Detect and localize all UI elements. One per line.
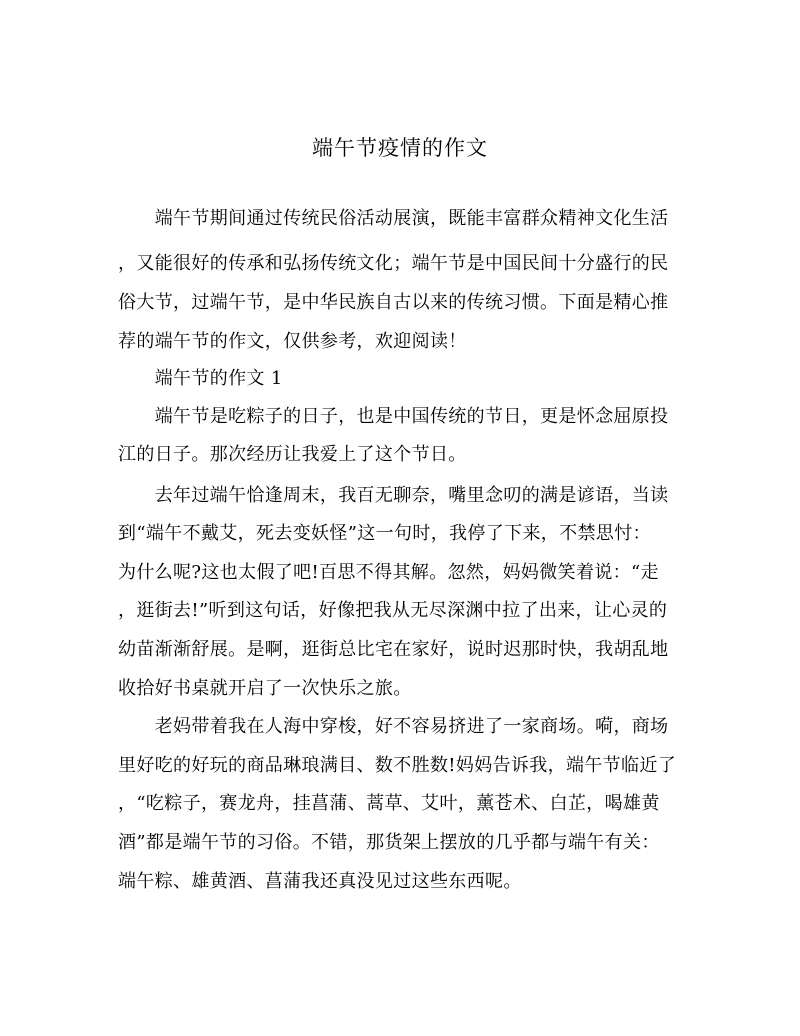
text-line: 端午节是吃粽子的日子，也是中国传统的节日，更是怀念屈原投 [118,406,669,427]
text-line: 到“端午不戴艾，死去变妖怪”这一句时，我停了下来，不禁思忖： [118,523,651,544]
text-line: 端午粽、雄黄酒、菖蒲我还真没见过这些东西呢。 [118,871,522,892]
text-line: ，“吃粽子，赛龙舟，挂菖蒲、蒿草、艾叶，薰苍术、白芷，喝雄黄 [118,793,660,814]
text-line: 为什么呢?这也太假了吧!百思不得其解。忽然，妈妈微笑着说：“走 [118,562,659,583]
section-heading: 端午节的作文 1 [118,368,283,389]
text-line: 去年过端午恰逢周末，我百无聊奈，嘴里念叨的满是谚语，当读 [118,485,669,506]
text-line: 酒”都是端午节的习俗。不错，那货架上摆放的几乎都与端午有关： [118,832,660,853]
text-line: 俗大节，过端午节，是中华民族自古以来的传统习惯。下面是精心推 [118,292,669,313]
text-line: 老妈带着我在人海中穿梭，好不容易挤进了一家商场。嗬，商场 [118,716,669,737]
document-title: 端午节疫情的作文 [312,136,488,160]
text-line: 里好吃的好玩的商品琳琅满目、数不胜数!妈妈告诉我，端午节临近了 [118,755,677,776]
text-line: ，逛街去!”听到这句话，好像把我从无尽深渊中拉了出来，让心灵的 [118,600,668,621]
text-line: 江的日子。那次经历让我爱上了这个节日。 [118,444,467,465]
text-line: 端午节期间通过传统民俗活动展演，既能丰富群众精神文化生活 [118,208,669,229]
text-line: 荐的端午节的作文，仅供参考，欢迎阅读！ [118,331,467,352]
text-line: 幼苗渐渐舒展。是啊，逛街总比宅在家好，说时迟那时快，我胡乱地 [118,639,669,660]
text-line: 收拾好书桌就开启了一次快乐之旅。 [118,678,412,699]
text-line: ，又能很好的传承和弘扬传统文化；端午节是中国民间十分盛行的民 [118,253,669,274]
